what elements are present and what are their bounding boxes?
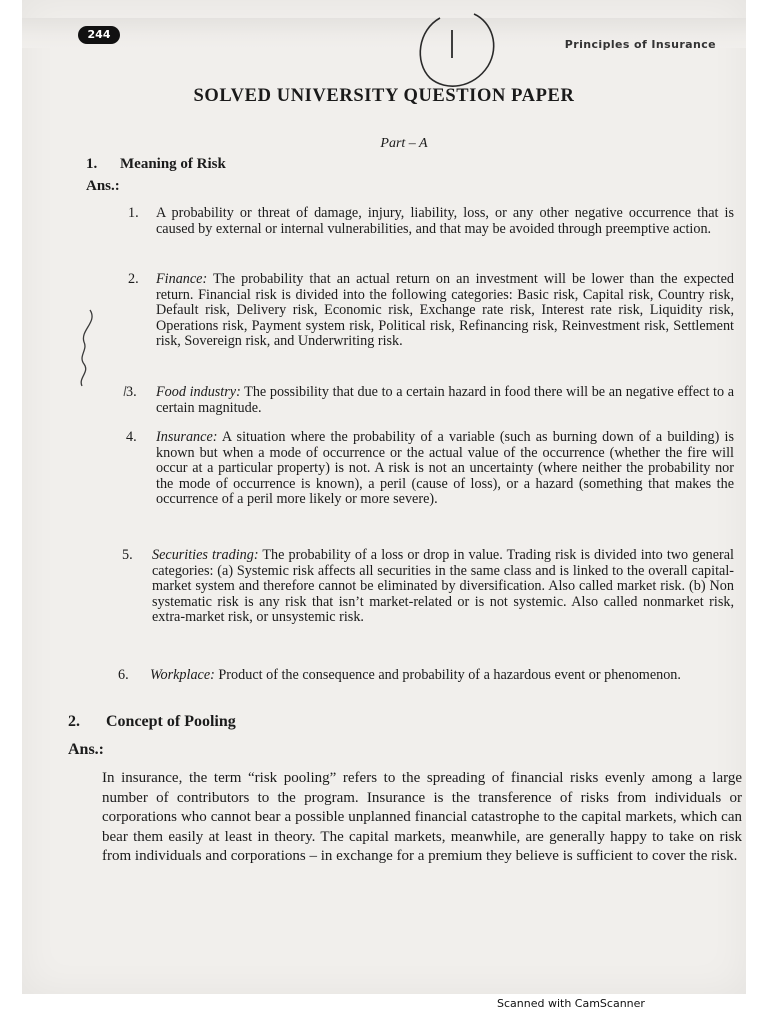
list-item-number: 3. bbox=[126, 384, 137, 400]
list-item-text: The probability of a loss or drop in value. Trading risk is divided into two general categories: (a) Systemic risk affects all securities in the same class and is linked to the overall capital-market system and therefore cannot be eliminated by diversification. Also called market risk. (b) Non systematic risk is any risk that isn’t market-related or is not systemic. Also called nonmarket risk, extra-market risk, or unsystemic risk. bbox=[152, 547, 734, 626]
list-item-term: Finance: bbox=[156, 271, 208, 287]
list-item-number: 5. bbox=[122, 547, 133, 563]
list-item-term: Food industry: bbox=[156, 384, 241, 400]
list-item-number: 4. bbox=[126, 429, 137, 445]
list-item bbox=[94, 206, 734, 237]
handwritten-bracket bbox=[81, 310, 92, 386]
scanned-page bbox=[22, 0, 746, 994]
list-item bbox=[94, 668, 734, 684]
list-item-text: Product of the consequence and probability of a hazardous event or phenomenon. bbox=[218, 667, 681, 683]
list-item bbox=[94, 385, 734, 416]
answer-paragraph: In insurance, the term “risk pooling” refers to the spreading of financial risks evenly among a large number of contributors to the program. Insurance is the transference of risks from individuals or corporations who cannot bear a possible unplanned financial catastrophe to the capital markets, which can bear them easily at least in theory. The capital markets, meanwhile, are generally happy to take on risk from individuals and corporations – in exchange for a premium they believe is sufficient to cover the risk. bbox=[102, 770, 742, 864]
scanned-with-watermark: Scanned with CamScanner bbox=[497, 997, 645, 1010]
running-head: Principles of Insurance bbox=[564, 38, 716, 51]
list-item-term: Securities trading: bbox=[152, 547, 259, 563]
list-item-text: A situation where the probability of a variable (such as burning down of a building) is known but when a mode of occurrence or the actual value of the occurrence (whether the fire will occur at a particular property) is not. A risk is not an uncertainty (where neither the probability nor the mode of occurrence is known), a peril (cause of loss), or a hazard (something that makes the occurrence of a peril more likely or more severe). bbox=[156, 429, 735, 508]
answer-label: Ans.: bbox=[86, 178, 120, 194]
answer-label: Ans.: bbox=[68, 741, 105, 758]
question-1-heading bbox=[86, 156, 226, 173]
page-title: SOLVED UNIVERSITY QUESTION PAPER bbox=[193, 86, 575, 106]
list-item-number: 2. bbox=[128, 271, 139, 287]
list-item-term: Workplace: bbox=[150, 667, 215, 683]
list-item bbox=[94, 548, 734, 626]
list-item bbox=[94, 430, 734, 508]
page-number-badge: 244 bbox=[78, 26, 120, 44]
list-item-text: A probability or threat of damage, injury, liability, loss, or any other negative occurrence that is caused by external or internal vulnerabilities, and that may be avoided through preemptive action. bbox=[156, 205, 734, 237]
question-title: Concept of Pooling bbox=[106, 713, 236, 730]
list-item-text: The probability that an actual return on an investment will be lower than the expected return. Financial risk is divided into the following categories: Basic risk, Capital risk, Country risk, Default risk, Delivery risk, Economic risk, Exchange rate risk, Interest rate risk, Liquidity risk, Operations risk, Payment system risk, Political risk, Refinancing risk, Reinvestment risk, Settlement risk, Sovereign risk, and Underwriting risk. bbox=[156, 271, 734, 350]
question-2-heading bbox=[68, 713, 236, 731]
part-label: Part – A bbox=[380, 136, 428, 151]
list-item-text: The possibility that due to a certain hazard in food there will be an negative effect to a certain magnitude. bbox=[156, 384, 734, 416]
question-number: 1. bbox=[86, 156, 98, 172]
list-item-number: 6. bbox=[118, 667, 129, 683]
question-title: Meaning of Risk bbox=[120, 156, 226, 172]
list-item-number: 1. bbox=[128, 205, 139, 221]
question-number: 2. bbox=[68, 713, 80, 730]
list-item-term: Insurance: bbox=[156, 429, 218, 445]
list-item bbox=[94, 272, 734, 350]
